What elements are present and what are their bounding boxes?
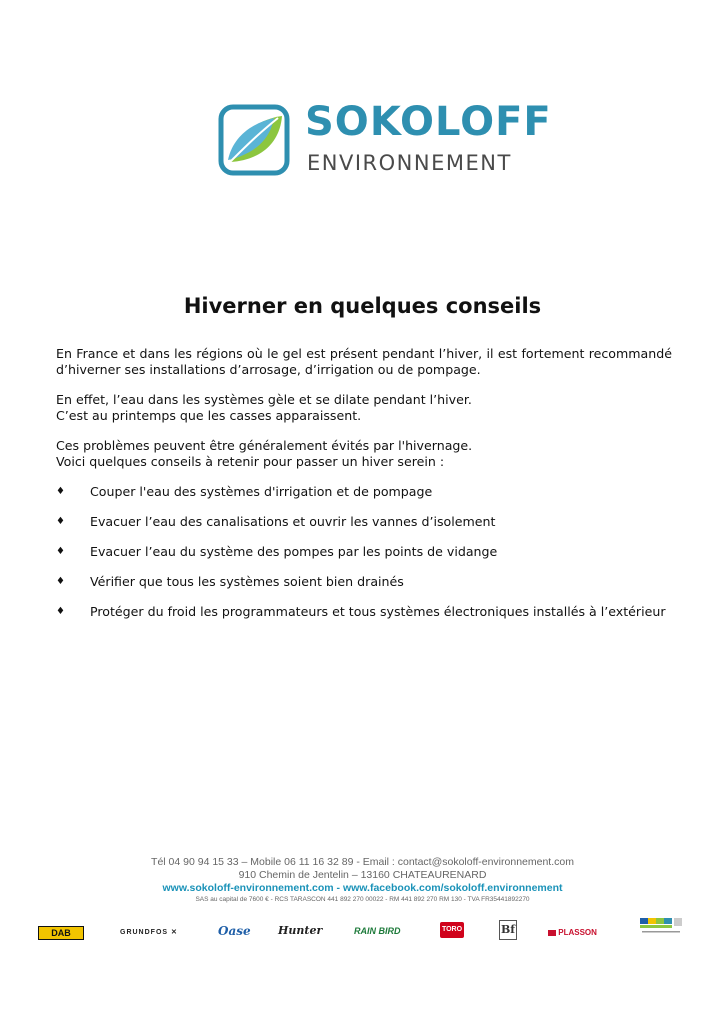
diamond-bullet-icon: ♦ xyxy=(56,486,65,497)
brand-name: PLASSON xyxy=(558,928,597,937)
brand-logo-hunter xyxy=(278,924,322,937)
paragraph-intro: En France et dans les régions où le gel est présent pendant l’hiver, il est fortement recommandé d’hiverner ses installations d’arrosage, d’irrigation ou de pompage. xyxy=(56,346,672,377)
paragraph-effect-line-2: C’est au printemps que les casses apparaissent. xyxy=(56,408,362,423)
plasson-mark-icon xyxy=(548,930,556,936)
list-item-text: Couper l'eau des systèmes d'irrigation et de pompage xyxy=(90,484,433,499)
label-certification-icon xyxy=(640,916,686,936)
list-item-text: Vérifier que tous les systèmes soient bien drainés xyxy=(90,574,404,589)
footer-contact: Tél 04 90 94 15 33 – Mobile 06 11 16 32 89 - Email : contact@sokoloff-environnement.com xyxy=(151,856,574,868)
brand-name: TORO xyxy=(441,926,463,933)
paragraph-advice-line-1: Ces problèmes peuvent être généralement évités par l'hivernage. xyxy=(56,438,473,453)
list-item-text: Protéger du froid les programmateurs et tous systèmes électroniques installés à l’extérieur xyxy=(90,604,666,619)
brand-name: DAB xyxy=(51,928,71,938)
list-item xyxy=(56,604,672,620)
page-footer xyxy=(0,856,725,904)
document-body xyxy=(56,346,672,634)
footer-legal: SAS au capital de 7600 € - RCS TARASCON 441 892 270 00022 - RM 441 892 270 RM 130 - TVA FR35441892270 xyxy=(195,896,530,903)
footer-website-links[interactable]: www.sokoloff-environnement.com - www.facebook.com/sokoloff.environnement xyxy=(162,882,563,894)
brand-logo-plasson xyxy=(548,928,597,937)
brand-logo-bf xyxy=(499,920,517,940)
list-item xyxy=(56,484,672,500)
brand-logo-grundfos: GRUNDFOS ✕ xyxy=(120,929,178,936)
diamond-bullet-icon: ♦ xyxy=(56,516,65,527)
diamond-bullet-icon: ♦ xyxy=(56,576,65,587)
brand-logo-toro xyxy=(440,922,464,938)
brand-name: GRUNDFOS xyxy=(120,929,169,936)
diamond-bullet-icon: ♦ xyxy=(56,546,65,557)
list-item-text: Evacuer l’eau des canalisations et ouvrir les vannes d’isolement xyxy=(90,514,496,529)
brand-name: Oase xyxy=(218,924,251,938)
list-item xyxy=(56,514,672,530)
footer-address: 910 Chemin de Jentelin – 13160 CHATEAURENARD xyxy=(238,869,487,881)
brand-logo-oase xyxy=(218,924,251,938)
brand-name: RAIN BIRD xyxy=(354,926,401,936)
brand-name: Hunter xyxy=(278,924,323,937)
paragraph-advice xyxy=(56,438,672,470)
paragraph-advice-line-2: Voici quelques conseils à retenir pour passer un hiver serein : xyxy=(56,454,445,469)
page-title: Hiverner en quelques conseils xyxy=(183,294,542,318)
partner-brands xyxy=(36,916,690,946)
list-item xyxy=(56,544,672,560)
paragraph-effect-line-1: En effet, l’eau dans les systèmes gèle et se dilate pendant l’hiver. xyxy=(56,392,472,407)
company-logo xyxy=(218,99,552,180)
leaf-logo-icon xyxy=(218,104,290,176)
list-item-text: Evacuer l’eau du système des pompes par les points de vidange xyxy=(90,544,498,559)
paragraph-effect xyxy=(56,392,672,424)
logo-company-name: SOKOLOFF xyxy=(305,99,552,145)
diamond-bullet-icon: ♦ xyxy=(56,606,65,617)
list-item xyxy=(56,574,672,590)
logo-company-subtitle: ENVIRONNEMENT xyxy=(307,151,512,175)
advice-list xyxy=(56,484,672,620)
brand-name: Bf xyxy=(500,923,516,936)
brand-logo-dab xyxy=(38,926,84,940)
brand-logo-rainbird xyxy=(354,926,401,936)
